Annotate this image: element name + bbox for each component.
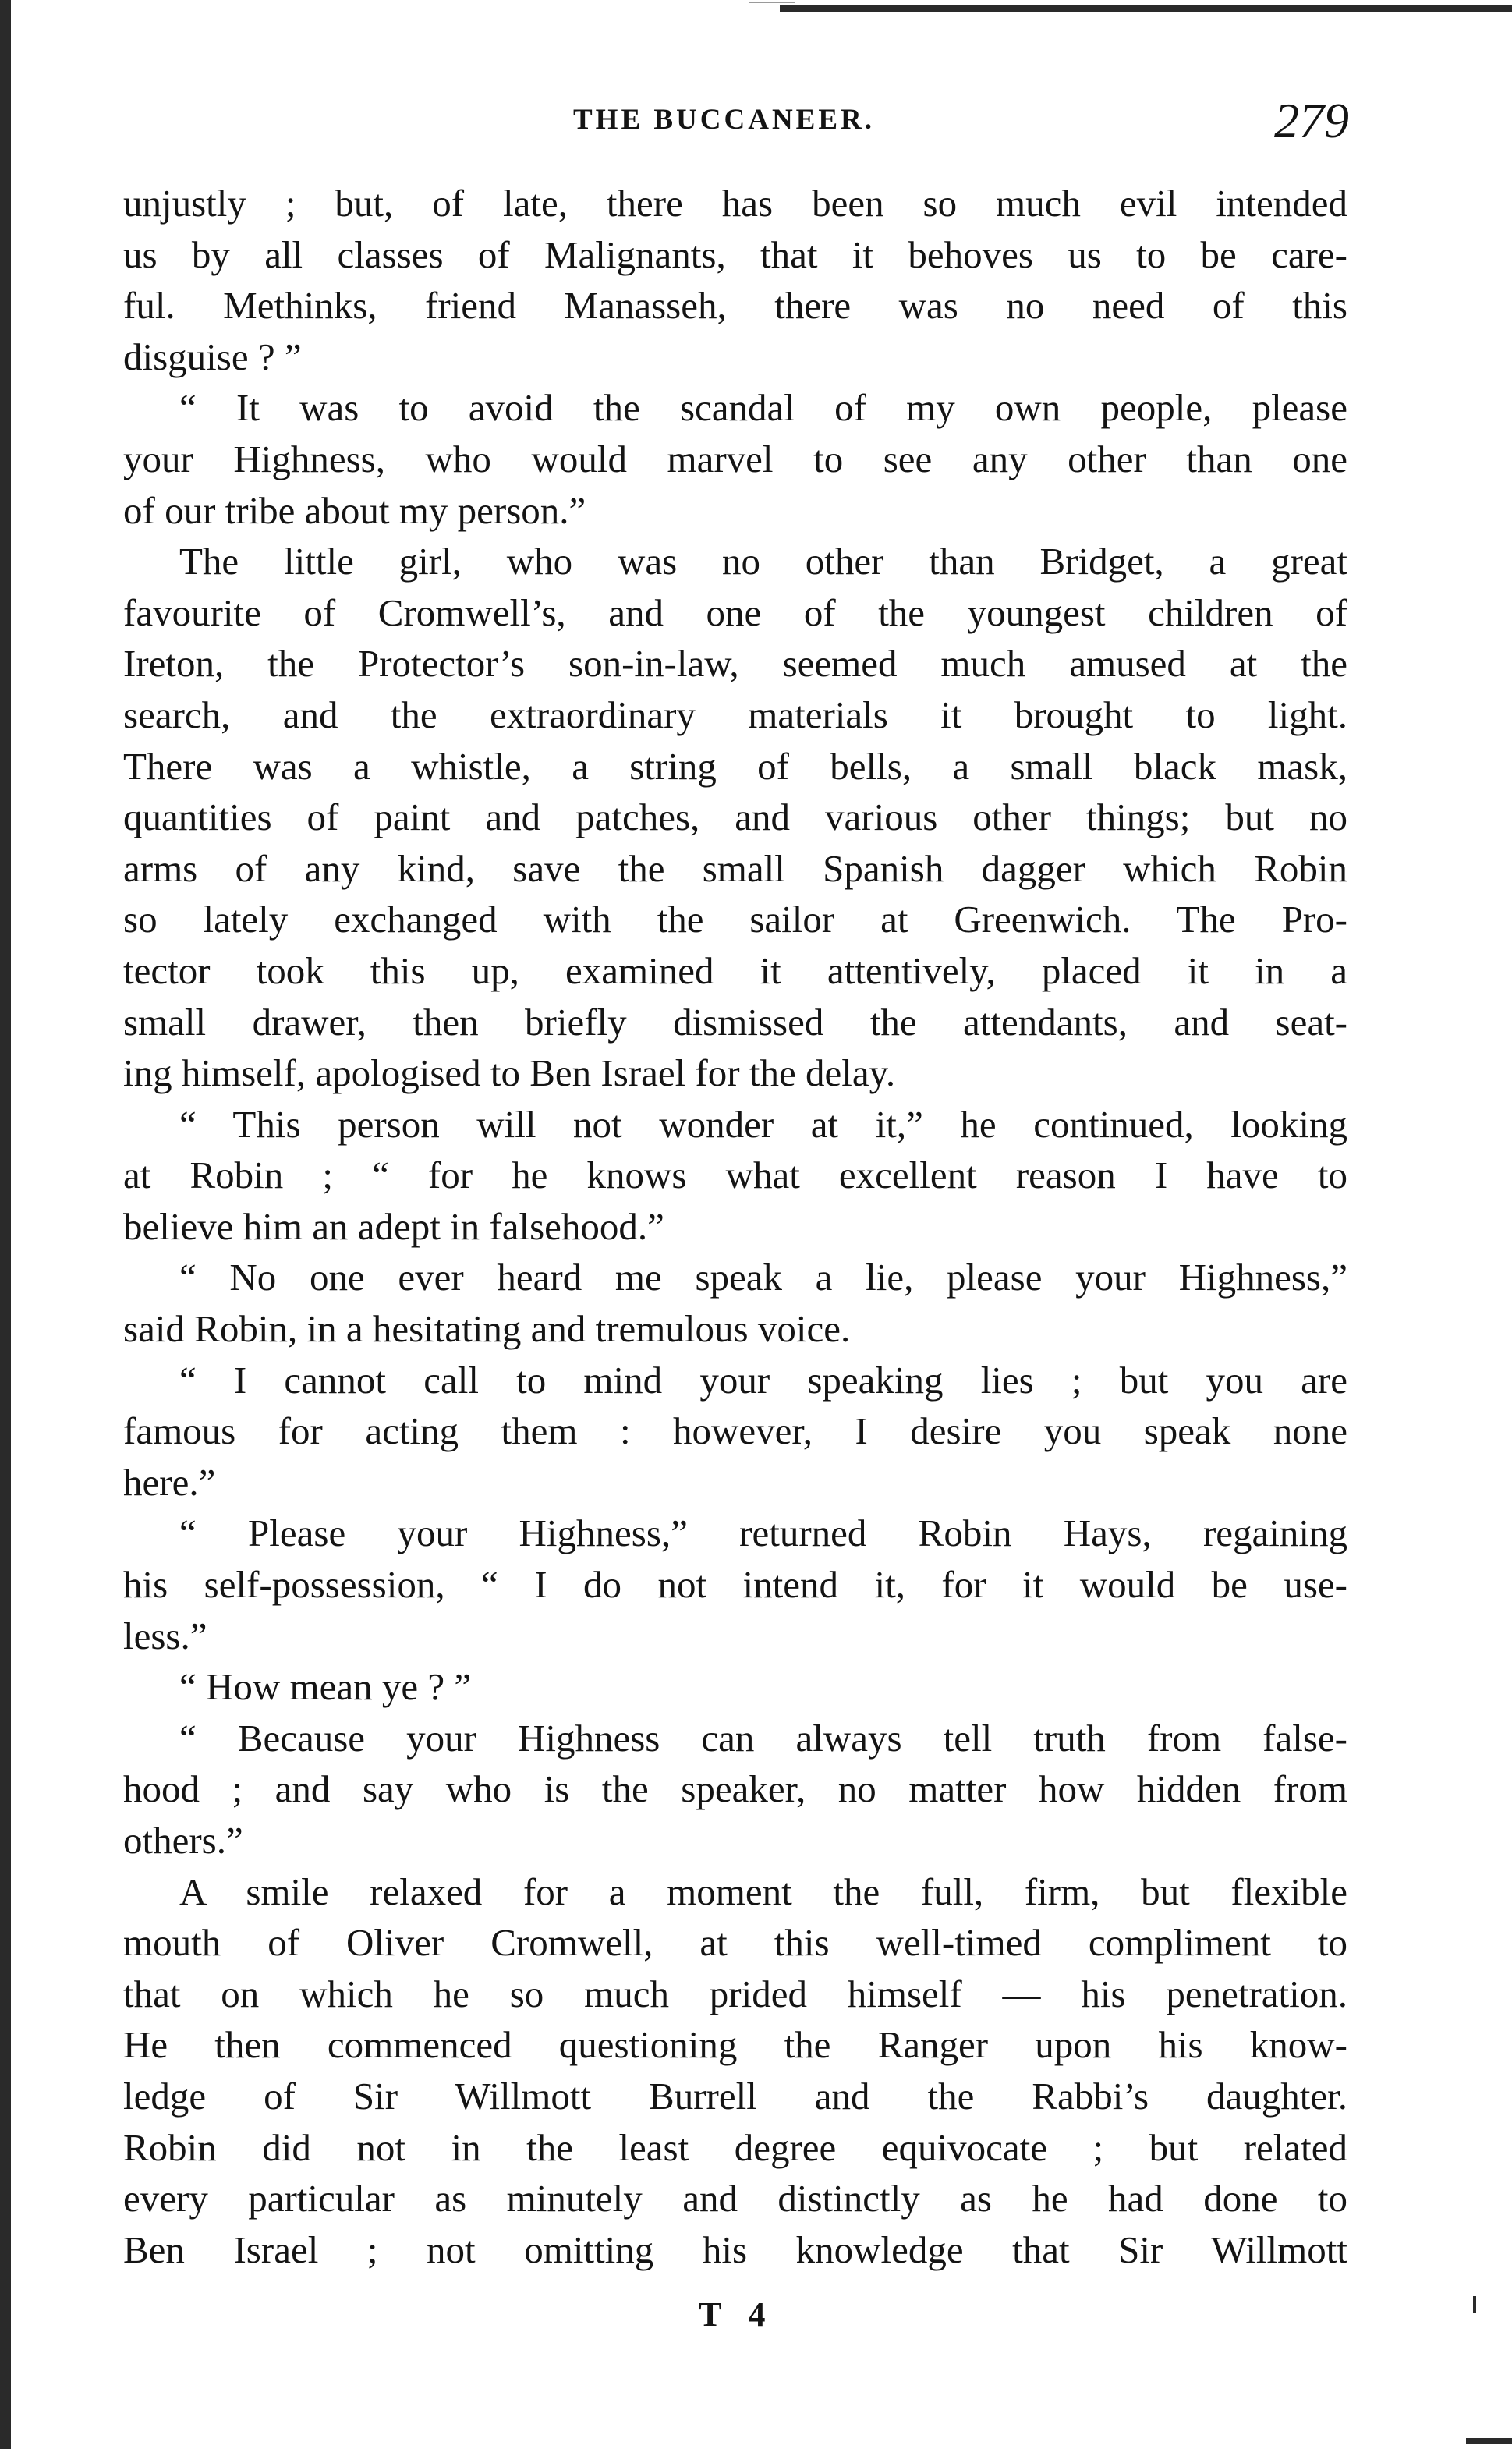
text-line: so lately exchanged with the sailor at Greenwich. The Pro-	[123, 898, 1347, 941]
text-line: others.”	[123, 1819, 243, 1862]
text-line: famous for acting them : however, I desire you speak none	[123, 1409, 1347, 1453]
text-line: mouth of Oliver Cromwell, at this well-timed compliment to	[123, 1921, 1347, 1965]
running-head	[125, 92, 1349, 154]
text-line: your Highness, who would marvel to see any other than one	[123, 437, 1347, 480]
text-line: every particular as minutely and distinctly as he had done to	[123, 2177, 1347, 2220]
text-line: small drawer, then briefly dismissed the attendants, and seat-	[123, 1000, 1347, 1044]
text-line: ing himself, apologised to Ben Israel for the delay.	[123, 1051, 896, 1095]
text-line: hood ; and say who is the speaker, no matter how hidden from	[123, 1767, 1347, 1811]
scan-mark-right	[1473, 2296, 1476, 2313]
page-number: 279	[1274, 93, 1349, 148]
text-line: “ It was to avoid the scandal of my own people, please	[179, 386, 1347, 430]
text-line: The little girl, who was no other than Bridget, a great	[179, 540, 1347, 583]
text-line: arms of any kind, save the small Spanish dagger which Robin	[123, 846, 1347, 890]
text-line: tector took this up, examined it attentively, placed it in a	[123, 948, 1347, 992]
signature-mark: T 4	[699, 2295, 775, 2334]
text-line: “ Please your Highness,” returned Robin Hays, regaining	[179, 1512, 1347, 1555]
scan-edge-left	[0, 0, 11, 2449]
text-line: believe him an adept in falsehood.”	[123, 1204, 664, 1248]
text-line: of our tribe about my person.”	[123, 488, 586, 532]
text-line: Ben Israel ; not omitting his knowledge that Sir Willmott	[123, 2227, 1347, 2271]
text-line: There was a whistle, a string of bells, a small black mask,	[123, 744, 1347, 788]
text-line: ledge of Sir Willmott Burrell and the Rabbi’s daughter.	[123, 2074, 1347, 2118]
text-line: Robin did not in the least degree equivocate ; but related	[123, 2125, 1347, 2169]
text-line: He then commenced questioning the Ranger upon his know-	[123, 2023, 1347, 2067]
text-line: A smile relaxed for a moment the full, firm, but flexible	[179, 1870, 1347, 1913]
text-line: “ No one ever heard me speak a lie, please your Highness,”	[179, 1256, 1347, 1299]
text-line: “ How mean ye ? ”	[179, 1665, 472, 1709]
text-line: his self-possession, “ I do not intend it, for it would be use-	[123, 1563, 1347, 1607]
text-line: at Robin ; “ for he knows what excellent reason I have to	[123, 1154, 1347, 1197]
text-line: unjustly ; but, of late, there has been so much evil intended	[123, 182, 1347, 225]
text-line: disguise ? ”	[123, 335, 302, 378]
running-head-title: THE BUCCANEER.	[573, 104, 875, 136]
text-line: search, and the extraordinary materials it brought to light.	[123, 693, 1347, 736]
text-line: that on which he so much prided himself — his penetration.	[123, 1972, 1347, 2015]
body-text	[123, 178, 1347, 2275]
scan-edge-bottom	[1466, 2438, 1512, 2444]
text-line: favourite of Cromwell’s, and one of the youngest children of	[123, 590, 1347, 634]
text-line: “ This person will not wonder at it,” he continued, looking	[179, 1102, 1347, 1146]
text-line: said Robin, in a hesitating and tremulous voice.	[123, 1307, 851, 1351]
scan-edge-top	[780, 5, 1512, 12]
scan-edge-top-faint	[749, 2, 795, 3]
text-line: here.”	[123, 1460, 216, 1504]
text-line: “ Because your Highness can always tell truth from false-	[179, 1716, 1347, 1760]
text-line: quantities of paint and patches, and various other things; but no	[123, 796, 1347, 839]
text-line: ful. Methinks, friend Manasseh, there was no need of this	[123, 284, 1347, 328]
text-line: Ireton, the Protector’s son-in-law, seemed much amused at the	[123, 642, 1347, 686]
text-line: “ I cannot call to mind your speaking lies ; but you are	[179, 1358, 1347, 1402]
text-line: us by all classes of Malignants, that it behoves us to be care-	[123, 232, 1347, 276]
text-line: less.”	[123, 1614, 207, 1657]
